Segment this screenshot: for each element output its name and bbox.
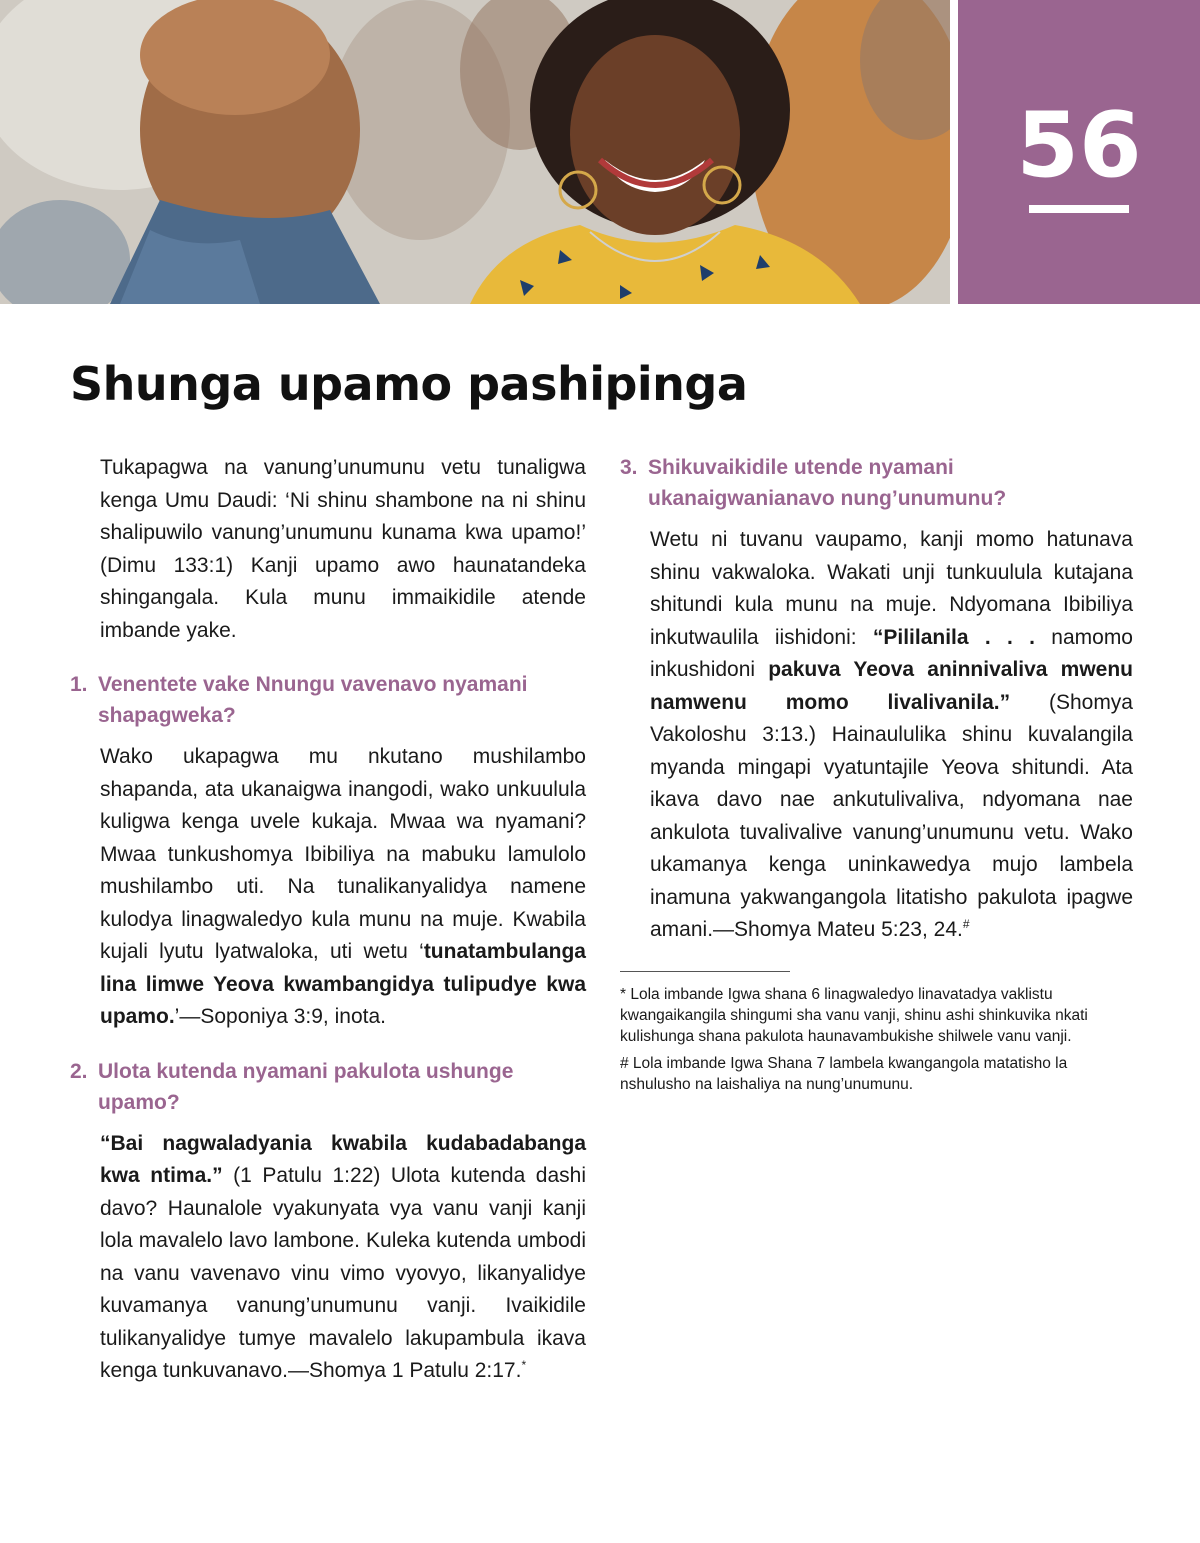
right-column <box>620 452 1133 1101</box>
intro-paragraph: Tukapagwa na vanung’unumunu vetu tunaligwa kenga Umu Daudi: ‘Ni shinu shambone na ni shinu shalipuwilo vanung’unumunu kunama kwa upamo!’ (Dimu 133:1) Kanji upamo awo haunatandeka shingangala. Kula munu immaikidile atende imbande yake. <box>100 456 586 642</box>
footnote-2-text: Lola imbande Igwa Shana 7 lambela kwangangola matatisho la nshulusho na laishaliya na nung’unumunu. <box>620 1054 1068 1093</box>
question-3-text: Shikuvaikidile utende nyamani ukanaigwanianavo nung’unumunu? <box>648 456 1007 510</box>
answer-3-bold-1: “Pililanila . . . <box>872 625 1035 649</box>
answer-1-paragraph <box>100 741 586 1034</box>
answer-2-paragraph <box>100 1128 586 1388</box>
question-3 <box>620 452 1133 514</box>
footnote-1 <box>620 984 1133 1047</box>
footnote-1-text: Lola imbande Igwa shana 6 linagwaledyo linavatadya vaklistu kwangaikangila shingumi sha vanu vanji, shinu ashi shinkuvika nkati kulishunga shana pakulota haunavambukishe shilwele vanu vanji. <box>620 985 1088 1045</box>
lesson-number-panel <box>958 0 1200 304</box>
answer-3-paragraph <box>650 524 1133 947</box>
question-2-number: 2. <box>70 1059 88 1083</box>
left-column <box>70 452 586 1388</box>
hero-photo <box>0 0 950 304</box>
question-1-text: Venentete vake Nnungu vavenavo nyamani shapagweka? <box>98 673 528 727</box>
footnote-ref-2[interactable]: # <box>962 917 970 931</box>
answer-3-bold-2: pakuva Yeova aninnivaliva mwenu namwenu momo livalivanila.” <box>650 658 1133 714</box>
answer-1-citation: ’—Soponiya 3:9, inota. <box>174 1005 386 1028</box>
footnote-2 <box>620 1053 1133 1095</box>
question-1 <box>70 669 586 731</box>
question-2-text: Ulota kutenda nyamani pakulota ushunge upamo? <box>98 1059 514 1114</box>
lesson-number: 56 <box>1016 93 1142 198</box>
answer-3-text-end: (Shomya Vakoloshu 3:13.) Hainaululika shinu kuvalangila myanda mingapi vyatuntajile Yeova shitundi. Ata ikava davo nae ankutulivaliva, ndyomana nae ankulota tuvalivalive vanung’unumunu vetu. Wako ukamanya kenga uninkawedya mujo lambela inamuna yakwangangola litatisho pakulota ipagwe amani.—Shomya Mateu 5:23, 24. <box>650 690 1133 941</box>
footnote-1-mark: * <box>620 985 627 1003</box>
answer-1-text: Wako ukapagwa mu nkutano mushilambo shapanda, ata ukanaigwa inangodi, wako unkuulula kuligwa kenga uvele kukaja. Mwaa wa nyamani? Mwaa tunkushomya Ibibiliya na mabuku lamulolo mushilambo uti. Na tunalikanyalidya namene kulodya linagwaledyo kula munu na muje. Kwabila kujali lyutu lyatwaloka, uti wetu ‘ <box>100 745 586 963</box>
answer-1-bold: tunatambulanga lina limwe Yeova kwambangidya tulipudye kwa upamo. <box>100 940 586 1028</box>
hero-illustration <box>0 0 950 304</box>
page-title: Shunga upamo pashipinga <box>70 357 748 411</box>
answer-2-bold: “Bai nagwaladyania kwabila kudabadabanga kwa ntima.” <box>100 1131 586 1187</box>
answer-3-text: Wetu ni tuvanu vaupamo, kanji momo hatunava shinu vakwaloka. Wakati unji tunkuulula kutajana shitundi kula munu na muje. Ndyomana Ibibiliya inkutwaulila iishidoni: <box>650 528 1133 649</box>
footnote-divider <box>620 971 790 972</box>
footnote-ref-1[interactable]: * <box>521 1358 527 1372</box>
answer-3-text-mid: namomo inkushidoni <box>650 625 1133 681</box>
question-3-number: 3. <box>620 456 638 479</box>
answer-2-text: (1 Patulu 1:22) Ulota kutenda dashi davo? Haunalole vyakunyata vya vanu vanji kanji lola mavalelo lavo lambone. Kuleka kutenda umbodi na vanu vavenavo vinu vimo vyovyo, likanyalidye kuvamanya vanung’unumunu vanji. Ivaikidile tulikanyalidye tumye mavalelo lakupambula ikava kenga tunkuvanavo.—Shomya 1 Patulu 2:17. <box>100 1164 587 1382</box>
question-1-number: 1. <box>70 673 88 696</box>
footnote-2-mark: # <box>620 1054 629 1072</box>
lesson-number-underline <box>1029 205 1129 213</box>
question-2 <box>70 1056 586 1118</box>
